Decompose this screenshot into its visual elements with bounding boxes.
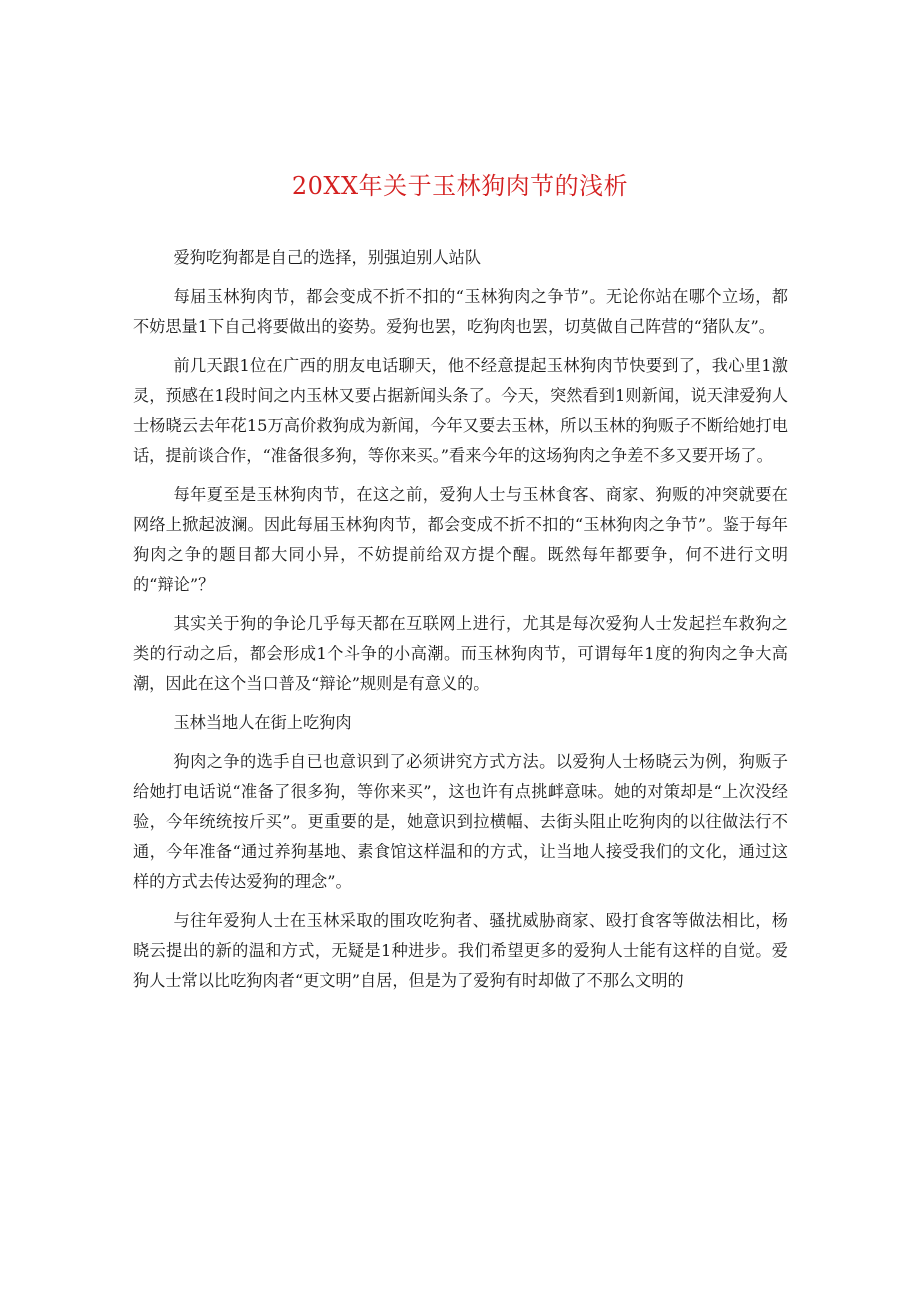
- document-body: [133, 243, 788, 1005]
- paragraph-subheading: 玉林当地人在街上吃狗肉: [173, 713, 352, 732]
- paragraph-subheading: 爱狗吃狗都是自己的选择，别强迫别人站队: [173, 248, 482, 267]
- document-title: 20XX年关于玉林狗肉节的浅析: [291, 172, 629, 200]
- paragraph: 与往年爱狗人士在玉林采取的围攻吃狗者、骚扰威胁商家、殴打食客等做法相比，杨晓云提出的新的温和方式，无疑是1种进步。我们希望更多的爱狗人士能有这样的自觉。爱狗人士常以比吃狗肉者“更文明”自居，但是为了爱狗有时却做了不那么文明的: [133, 911, 788, 990]
- paragraph: 每年夏至是玉林狗肉节，在这之前，爱狗人士与玉林食客、商家、狗贩的冲突就要在网络上掀起波澜。因此每届玉林狗肉节，都会变成不折不扣的“玉林狗肉之争节”。鉴于每年狗肉之争的题目都大同小异，不妨提前给双方提个醒。既然每年都要争，何不进行文明的“辩论”？: [133, 485, 788, 594]
- paragraph: 前几天跟1位在广西的朋友电话聊天，他不经意提起玉林狗肉节快要到了，我心里1激灵，预感在1段时间之内玉林又要占据新闻头条了。今天，突然看到1则新闻，说天津爱狗人士杨晓云去年花15万高价救狗成为新闻，今年又要去玉林，所以玉林的狗贩子不断给她打电话，提前谈合作，“准备很多狗，等你来买。”看来今年的这场狗肉之争差不多又要开场了。: [133, 356, 788, 465]
- paragraph: 其实关于狗的争论几乎每天都在互联网上进行，尤其是每次爱狗人士发起拦车救狗之类的行动之后，都会形成1个斗争的小高潮。而玉林狗肉节，可谓每年1度的狗肉之争大高潮，因此在这个当口普及“辩论”规则是有意义的。: [133, 614, 788, 693]
- paragraph: 每届玉林狗肉节，都会变成不折不扣的“玉林狗肉之争节”。无论你站在哪个立场，都不妨思量1下自己将要做出的姿势。爱狗也罢，吃狗肉也罢，切莫做自己阵营的“猪队友”。: [133, 287, 788, 336]
- paragraph: 狗肉之争的选手自已也意识到了必须讲究方式方法。以爱狗人士杨晓云为例，狗贩子给她打电话说“准备了很多狗，等你来买”，这也许有点挑衅意味。她的对策却是“上次没经验，今年统统按斤买”。更重要的是，她意识到拉横幅、去街头阻止吃狗肉的以往做法行不通，今年准备“通过养狗基地、素食馆这样温和的方式，让当地人接受我们的文化，通过这样的方式去传达爱狗的理念”。: [133, 752, 788, 891]
